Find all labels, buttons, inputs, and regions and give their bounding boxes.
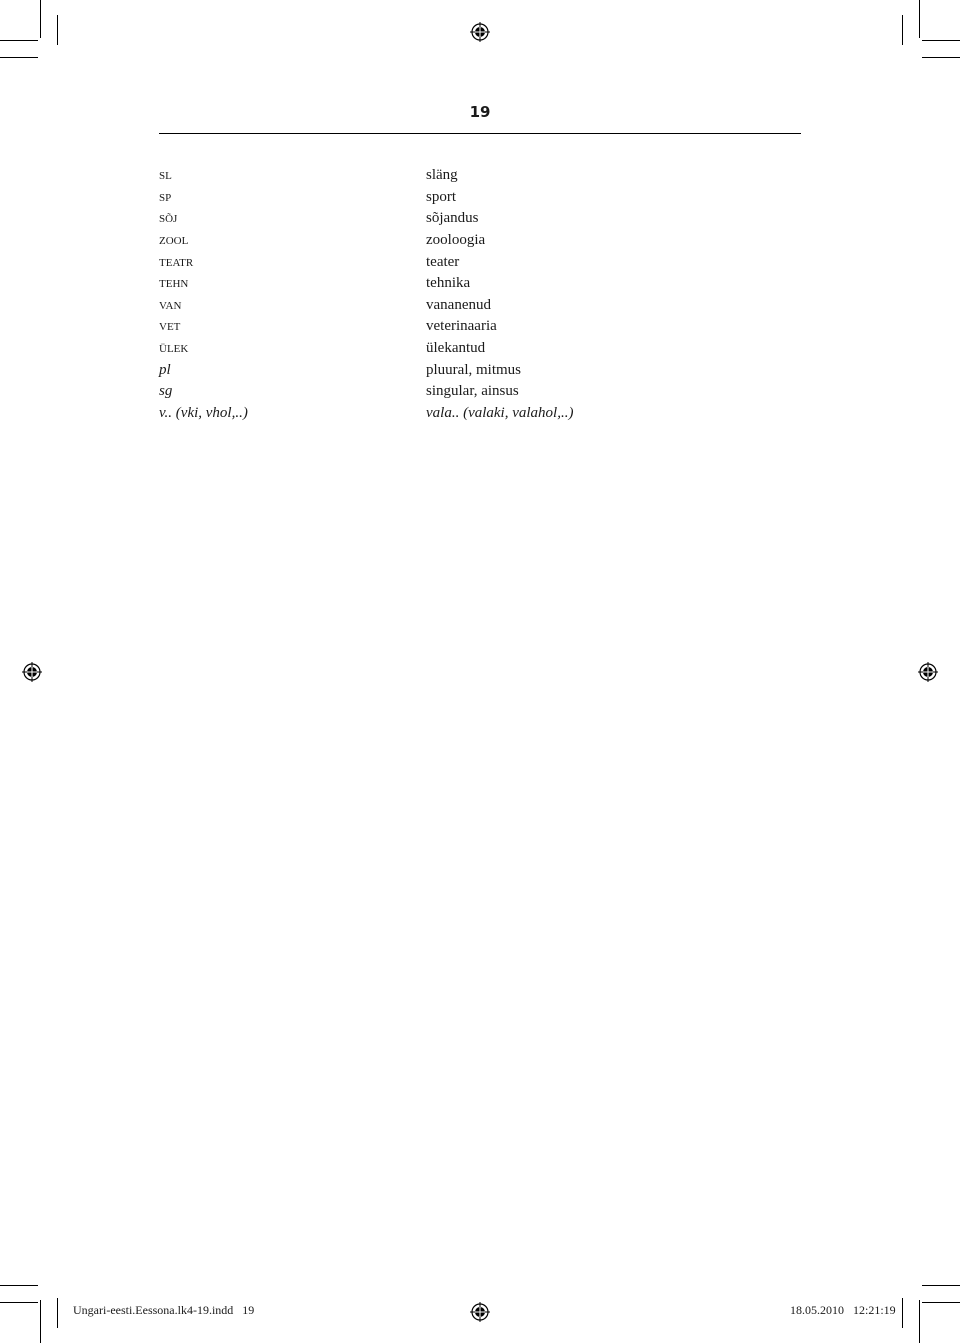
abbreviation: pl	[159, 361, 171, 378]
abbreviation-meaning: sõjandus	[426, 210, 479, 227]
list-item	[159, 338, 659, 360]
slug-filename: Ungari-eesti.Eessona.lk4-19.indd 19	[73, 1303, 255, 1317]
crop-mark	[40, 0, 41, 38]
abbreviation: tehn	[159, 275, 189, 292]
list-item	[159, 208, 659, 230]
list-item	[159, 165, 659, 187]
abbreviation-meaning: veterinaaria	[426, 318, 497, 335]
abbreviation: van	[159, 296, 182, 313]
crop-mark	[40, 1300, 41, 1343]
list-item	[159, 230, 659, 252]
registration-mark-icon	[918, 662, 938, 682]
crop-mark	[0, 40, 38, 41]
crop-mark	[0, 1285, 38, 1286]
crop-mark	[922, 57, 960, 58]
crop-mark	[902, 15, 903, 45]
crop-mark	[57, 15, 58, 45]
list-item	[159, 251, 659, 273]
abbreviation: sl	[159, 167, 172, 184]
abbreviation-meaning: vananenud	[426, 296, 491, 313]
abbreviation: sg	[159, 383, 173, 400]
abbreviation: sp	[159, 188, 172, 205]
crop-mark	[57, 1298, 58, 1328]
abbreviation-meaning: singular, ainsus	[426, 383, 519, 400]
registration-mark-icon	[470, 1302, 490, 1322]
list-item	[159, 403, 659, 425]
abbreviation-meaning: sport	[426, 188, 456, 205]
crop-mark	[0, 57, 38, 58]
slug-datetime: 18.05.2010 12:21:19	[790, 1303, 896, 1317]
abbreviation-meaning: tehnika	[426, 275, 471, 292]
list-item	[159, 381, 659, 403]
abbreviation-meaning: pluural, mitmus	[426, 361, 521, 378]
list-item	[159, 273, 659, 295]
registration-mark-icon	[22, 662, 42, 682]
crop-mark	[922, 1285, 960, 1286]
list-item	[159, 359, 659, 381]
abbreviation: zool	[159, 232, 189, 249]
crop-mark	[919, 0, 920, 38]
abbreviation: teatr	[159, 253, 194, 270]
abbreviation-list	[159, 165, 659, 424]
abbreviation-meaning: släng	[426, 167, 458, 184]
list-item	[159, 316, 659, 338]
list-item	[159, 295, 659, 317]
abbreviation: ülek	[159, 340, 189, 357]
abbreviation: sõj	[159, 210, 178, 227]
registration-mark-icon	[470, 22, 490, 42]
header-rule	[159, 133, 801, 134]
abbreviation-meaning: teater	[426, 253, 460, 270]
abbreviation: v.. (vki, vhol,..)	[159, 404, 248, 421]
abbreviation-meaning: vala.. (valaki, valahol,..)	[426, 404, 574, 421]
abbreviation-meaning: ülekantud	[426, 340, 486, 357]
crop-mark	[922, 40, 960, 41]
list-item	[159, 187, 659, 209]
abbreviation: vet	[159, 318, 181, 335]
crop-mark	[902, 1298, 903, 1328]
abbreviation-meaning: zooloogia	[426, 232, 486, 249]
crop-mark	[922, 1302, 960, 1303]
crop-mark	[919, 1300, 920, 1343]
crop-mark	[0, 1302, 38, 1303]
page-number: 19	[469, 103, 491, 121]
